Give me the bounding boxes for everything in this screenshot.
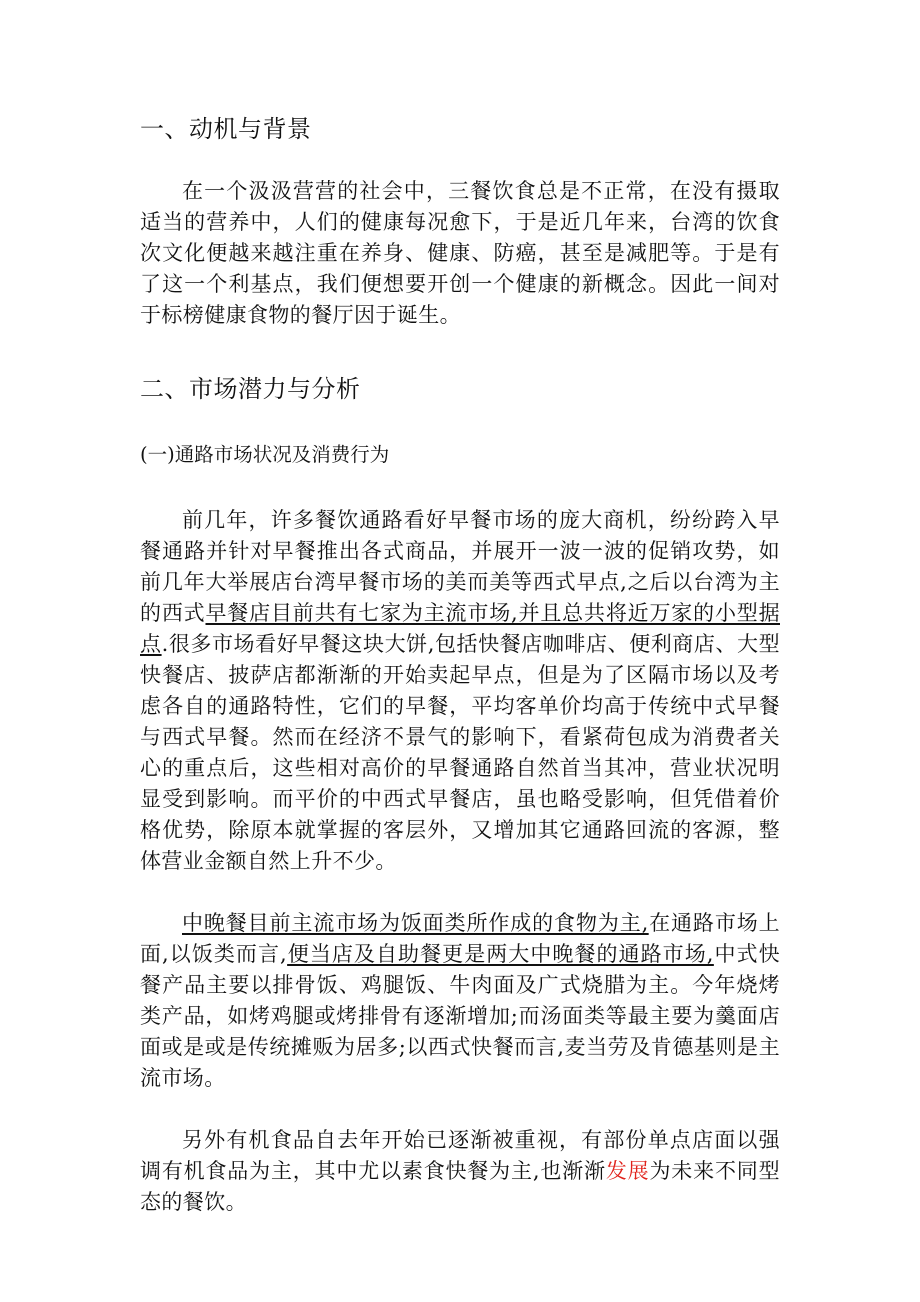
- underlined-text: 便当店及自助餐更是两大中晚餐的通路市场,: [287, 942, 714, 966]
- underlined-text: 早餐店目前共有七家为主流市场,并且总共将近万家的小型据点: [140, 601, 780, 656]
- section-2-subheading: (一)通路市场状况及消费行为: [140, 443, 390, 466]
- section-1-paragraph: 在一个汲汲营营的社会中，三餐饮食总是不正常，在没有摄取适当的营养中，人们的健康每况愈下，于是近几年来，台湾的饮食次文化便越来越注重在养身、健康、防癌，甚至是减肥等。于是有了这一个利基点，我们便想要开创一个健康的新概念。因此一间对于标榜健康食物的餐厅因于诞生。: [140, 179, 780, 327]
- paragraph-lunch-dinner-market: [140, 908, 780, 1094]
- text-run: 中式快餐产品主要以排骨饭、鸡腿饭、牛肉面及广式烧腊为主。今年烧烤类产品，如烤鸡腿或烤排骨有逐渐增加;而汤面类等最主要为羹面店面或是或是传统摊贩为居多;以西式快餐而言,麦当劳及肯德基则是主流市场。: [140, 942, 780, 1090]
- text-run: 前几年，许多餐饮通路看好早餐市场的庞大商机，纷纷跨入早餐通路并针对早餐推出各式商品，并展开一波一波的促销攻势，如前几年大举展店台湾早餐市场的美而美等西式早点,之后以台湾为主的西式: [140, 508, 780, 625]
- paragraph-breakfast-market: [140, 505, 780, 877]
- document-page: [140, 106, 780, 1218]
- paragraph-organic-food: [140, 1125, 780, 1218]
- section-2-heading: 二、市场潜力与分析: [140, 375, 361, 403]
- text-run: 在通路市场上面,以饭类而言,: [140, 911, 780, 966]
- highlighted-text: 发展: [605, 1159, 650, 1183]
- underlined-text: 中晚餐目前主流市场为饭面类所作成的食物为主,: [182, 911, 649, 935]
- text-run: .很多市场看好早餐这块大饼,包括快餐店咖啡店、便利商店、大型快餐店、披萨店都渐渐的开始卖起早点，但是为了区隔市场以及考虑各自的通路特性，它们的早餐，平均客单价均高于传统中式早餐与西式早餐。然而在经济不景气的影响下，看紧荷包成为消费者关心的重点后，这些相对高价的早餐通路自然首当其冲，营业状况明显受到影响。而平价的中西式早餐店，虽也略受影响，但凭借着价格优势，除原本就掌握的客层外，又增加其它通路回流的客源，整体营业金额自然上升不少。: [140, 632, 780, 873]
- text-run: 另外有机食品自去年开始已逐渐被重视，有部份单点店面以强调有机食品为主，其中尤以素食快餐为主,也渐渐: [140, 1128, 780, 1183]
- text-run: 为未来不同型态的餐饮。: [140, 1159, 780, 1214]
- section-1-heading: 一、动机与背景: [140, 115, 312, 143]
